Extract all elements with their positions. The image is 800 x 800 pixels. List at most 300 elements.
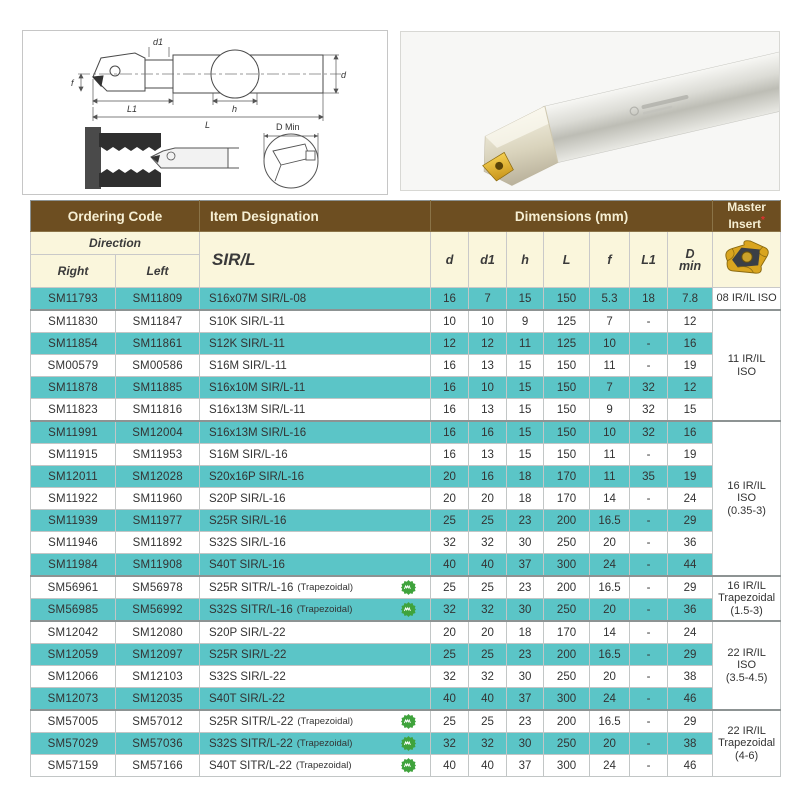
dimension-cell: 16 [431, 399, 469, 422]
dimension-cell: 20 [431, 488, 469, 510]
dim-header-L1: L1 [630, 232, 668, 288]
dimension-cell: 25 [469, 710, 507, 733]
dimension-cell: 20 [469, 488, 507, 510]
item-designation-cell [200, 288, 431, 311]
ordering-code-left-cell: SM12103 [116, 666, 200, 688]
dimension-cell: 250 [544, 599, 590, 622]
dimension-cell: - [630, 710, 668, 733]
dimension-cell: 25 [469, 510, 507, 532]
dimension-cell: 25 [431, 510, 469, 532]
designation-text: S25R SIR/L-22 [209, 648, 287, 661]
dimension-cell: 5.3 [590, 288, 630, 311]
dimension-cell: 200 [544, 510, 590, 532]
dimension-cell: 40 [431, 554, 469, 577]
dimension-cell: 24 [590, 554, 630, 577]
ordering-code-left-cell: SM11977 [116, 510, 200, 532]
table-row [31, 377, 781, 399]
ordering-code-left-cell: SM12097 [116, 644, 200, 666]
table-row [31, 399, 781, 422]
dim-header-L: L [544, 232, 590, 288]
table-row [31, 621, 781, 644]
dimension-cell: 300 [544, 688, 590, 711]
dimension-cell: 46 [668, 755, 713, 777]
dimension-cell: 18 [507, 621, 544, 644]
dimension-cell: 300 [544, 755, 590, 777]
dimension-cell: 200 [544, 644, 590, 666]
master-insert-header: Master Insert* [713, 201, 781, 232]
ordering-code-header: Ordering Code [31, 201, 200, 232]
dimension-cell: - [630, 355, 668, 377]
asterisk: * [761, 215, 765, 226]
dimension-cell: 10 [590, 333, 630, 355]
dimension-cell: 16 [431, 377, 469, 399]
master-insert-group-cell: 22 IR/IL Trapezoidal (4-6) [713, 710, 781, 777]
dimension-cell: 12 [431, 333, 469, 355]
table-row [31, 333, 781, 355]
dimension-cell: 46 [668, 688, 713, 711]
dimension-cell: 9 [507, 310, 544, 333]
dimension-cell: 24 [590, 688, 630, 711]
dim-header-dmin: D min [668, 232, 713, 288]
dimension-cell: 7.8 [668, 288, 713, 311]
ordering-code-right-cell: SM11915 [31, 444, 116, 466]
dimension-cell: - [630, 644, 668, 666]
designation-suffix: (Trapezoidal) [297, 716, 354, 727]
dimension-cell: 150 [544, 399, 590, 422]
ordering-code-left-cell: SM12028 [116, 466, 200, 488]
item-designation-cell [200, 377, 431, 399]
technical-drawing-panel [22, 30, 388, 195]
dimension-cell: - [630, 333, 668, 355]
dimension-cell: 170 [544, 621, 590, 644]
dimension-cell: - [630, 532, 668, 554]
dimension-cell: 250 [544, 532, 590, 554]
designation-text: S40T SIR/L-22 [209, 692, 285, 705]
dim-label-dmin: D Min [276, 122, 300, 132]
item-designation-cell [200, 310, 431, 333]
dimension-cell: 20 [590, 666, 630, 688]
dimension-cell: - [630, 733, 668, 755]
dimension-cell: - [630, 576, 668, 599]
dimension-cell: 20 [431, 466, 469, 488]
designation-text: S20P SIR/L-16 [209, 492, 286, 505]
ordering-code-left-cell: SM11908 [116, 554, 200, 577]
dimension-cell: 25 [469, 644, 507, 666]
direction-header: Direction [31, 232, 200, 255]
dim-header-f: f [590, 232, 630, 288]
dim-label-L1: L1 [127, 104, 138, 114]
dimension-cell: 7 [469, 288, 507, 311]
dimension-cell: 23 [507, 576, 544, 599]
table-row [31, 421, 781, 444]
dimension-cell: 16 [431, 288, 469, 311]
dimension-cell: 16.5 [590, 644, 630, 666]
designation-suffix: (Trapezoidal) [295, 760, 352, 771]
dimension-cell: 20 [431, 621, 469, 644]
dimension-cell: 16.5 [590, 710, 630, 733]
ordering-code-right-cell: SM12042 [31, 621, 116, 644]
dimension-cell: 20 [590, 532, 630, 554]
dimension-cell: 20 [469, 621, 507, 644]
new-badge-icon [401, 714, 416, 729]
item-designation-cell [200, 399, 431, 422]
master-insert-group-cell: 11 IR/IL ISO [713, 310, 781, 421]
dimension-cell: 25 [431, 576, 469, 599]
item-designation-cell [200, 444, 431, 466]
table-row [31, 355, 781, 377]
dimension-cell: 25 [469, 576, 507, 599]
right-column-header: Right [31, 255, 116, 288]
ordering-code-right-cell: SM11922 [31, 488, 116, 510]
ordering-code-right-cell: SM57159 [31, 755, 116, 777]
item-designation-cell [200, 510, 431, 532]
dimension-cell: 16 [668, 333, 713, 355]
dimension-cell: 16.5 [590, 576, 630, 599]
item-designation-cell [200, 554, 431, 577]
product-table-wrap [30, 200, 780, 777]
dimension-cell: 15 [668, 399, 713, 422]
dimension-cell: 36 [668, 599, 713, 622]
dimension-cell: 16 [469, 466, 507, 488]
dimension-cell: 29 [668, 644, 713, 666]
dimension-cell: - [630, 621, 668, 644]
master-insert-group-cell: 22 IR/IL ISO (3.5-4.5) [713, 621, 781, 710]
dimension-cell: 16 [431, 421, 469, 444]
dimension-cell: - [630, 688, 668, 711]
table-row [31, 554, 781, 577]
table-row [31, 532, 781, 554]
insert-thumbnail-icon [719, 237, 775, 277]
dimension-cell: 32 [630, 421, 668, 444]
dimension-cell: 23 [507, 644, 544, 666]
dimension-cell: 23 [507, 510, 544, 532]
dimension-cell: 40 [469, 755, 507, 777]
new-badge-icon [401, 580, 416, 595]
dimension-cell: 18 [507, 488, 544, 510]
item-designation-cell [200, 355, 431, 377]
ordering-code-left-cell: SM12080 [116, 621, 200, 644]
ordering-code-left-cell: SM56992 [116, 599, 200, 622]
dimension-cell: 32 [630, 399, 668, 422]
item-designation-cell [200, 576, 431, 599]
dimension-cell: 16 [668, 421, 713, 444]
item-designation-cell [200, 532, 431, 554]
dimension-cell: 150 [544, 444, 590, 466]
ordering-code-right-cell: SM00579 [31, 355, 116, 377]
table-subheader-row1 [31, 232, 781, 255]
table-row [31, 688, 781, 711]
dimension-cell: 200 [544, 576, 590, 599]
dimension-cell: 25 [431, 710, 469, 733]
table-row [31, 733, 781, 755]
dimension-cell: 9 [590, 399, 630, 422]
ordering-code-left-cell: SM56978 [116, 576, 200, 599]
designation-text: S16x07M SIR/L-08 [209, 292, 307, 305]
ordering-code-left-cell: SM12035 [116, 688, 200, 711]
dimension-cell: 12 [668, 377, 713, 399]
master-insert-photo [713, 232, 781, 288]
designation-text: S16x10M SIR/L-11 [209, 381, 306, 394]
item-designation-cell [200, 688, 431, 711]
ordering-code-right-cell: SM11823 [31, 399, 116, 422]
dimension-cell: 16 [431, 444, 469, 466]
technical-drawing [23, 31, 387, 194]
bore-cross-section [85, 127, 239, 189]
dimension-cell: 19 [668, 444, 713, 466]
dimension-cell: 24 [590, 755, 630, 777]
dimension-cell: - [630, 599, 668, 622]
dim-header-h: h [507, 232, 544, 288]
dimension-cell: 30 [507, 733, 544, 755]
ordering-code-left-cell: SM57012 [116, 710, 200, 733]
dim-label-f: f [71, 78, 74, 88]
ordering-code-right-cell: SM11984 [31, 554, 116, 577]
table-row [31, 576, 781, 599]
item-designation-cell [200, 621, 431, 644]
dimension-cell: 11 [590, 466, 630, 488]
dimension-cell: 10 [431, 310, 469, 333]
dimension-cell: - [630, 444, 668, 466]
dimension-cell: 250 [544, 666, 590, 688]
dimension-cell: 16.5 [590, 510, 630, 532]
ordering-code-right-cell: SM11830 [31, 310, 116, 333]
dimension-cell: 13 [469, 399, 507, 422]
item-designation-header: Item Designation [200, 201, 431, 232]
item-designation-cell [200, 666, 431, 688]
designation-suffix: (Trapezoidal) [296, 738, 353, 749]
table-header-row [31, 201, 781, 232]
designation-suffix: (Trapezoidal) [296, 604, 353, 615]
ordering-code-left-cell: SM57166 [116, 755, 200, 777]
ordering-code-left-cell: SM11892 [116, 532, 200, 554]
product-table [30, 200, 781, 777]
new-badge-icon [401, 758, 416, 773]
dimension-cell: 18 [630, 288, 668, 311]
dimension-cell: 35 [630, 466, 668, 488]
dimension-cell: 12 [668, 310, 713, 333]
designation-text: S40T SITR/L-22 [209, 759, 292, 772]
dim-label-d: d [341, 70, 347, 80]
dimension-cell: 16 [431, 355, 469, 377]
designation-text: S25R SITR/L-22 [209, 715, 294, 728]
designation-text: S16M SIR/L-11 [209, 359, 287, 372]
dimension-cell: 7 [590, 310, 630, 333]
dmin-view [264, 133, 318, 188]
ordering-code-left-cell: SM11960 [116, 488, 200, 510]
dimension-cell: 15 [507, 355, 544, 377]
dimension-cell: 29 [668, 510, 713, 532]
dimension-cell: 40 [469, 554, 507, 577]
ordering-code-left-cell: SM11953 [116, 444, 200, 466]
dimension-cell: 32 [431, 733, 469, 755]
dimension-cell: 15 [507, 421, 544, 444]
dimension-cell: 30 [507, 599, 544, 622]
ordering-code-right-cell: SM57029 [31, 733, 116, 755]
dimension-cell: - [630, 310, 668, 333]
dimension-cell: 170 [544, 488, 590, 510]
left-column-header: Left [116, 255, 200, 288]
dimension-cell: - [630, 510, 668, 532]
series-label: SIR/L [200, 232, 431, 288]
dimension-cell: 20 [590, 733, 630, 755]
dimension-cell: 12 [469, 333, 507, 355]
dimension-cell: 40 [469, 688, 507, 711]
dimensions-header: Dimensions (mm) [431, 201, 713, 232]
table-row [31, 444, 781, 466]
item-designation-cell [200, 488, 431, 510]
dimension-cell: 20 [590, 599, 630, 622]
dimension-cell: 37 [507, 755, 544, 777]
designation-text: S25R SITR/L-16 [209, 581, 294, 594]
dimension-cell: 10 [590, 421, 630, 444]
dimension-cell: 19 [668, 466, 713, 488]
ordering-code-right-cell: SM12011 [31, 466, 116, 488]
ordering-code-left-cell: SM11861 [116, 333, 200, 355]
ordering-code-right-cell: SM11939 [31, 510, 116, 532]
dimension-cell: 44 [668, 554, 713, 577]
item-designation-cell [200, 710, 431, 733]
dim-label-L: L [205, 120, 211, 130]
ordering-code-left-cell: SM57036 [116, 733, 200, 755]
table-row [31, 599, 781, 622]
dimension-cell: - [630, 666, 668, 688]
dimension-cell: 38 [668, 666, 713, 688]
new-badge-icon [401, 602, 416, 617]
ordering-code-left-cell: SM11816 [116, 399, 200, 422]
product-photo [401, 32, 779, 190]
ordering-code-right-cell: SM12059 [31, 644, 116, 666]
item-designation-cell [200, 466, 431, 488]
master-insert-group-cell: 16 IR/IL Trapezoidal (1.5-3) [713, 576, 781, 621]
designation-text: S32S SIR/L-22 [209, 670, 286, 683]
ordering-code-left-cell: SM11885 [116, 377, 200, 399]
dimension-cell: - [630, 488, 668, 510]
dimension-cell: 13 [469, 355, 507, 377]
dimension-cell: 40 [431, 688, 469, 711]
item-designation-cell [200, 733, 431, 755]
dimension-cell: 19 [668, 355, 713, 377]
dimension-cell: 30 [507, 532, 544, 554]
dimension-cell: 24 [668, 621, 713, 644]
designation-text: S10K SIR/L-11 [209, 315, 285, 328]
dimension-cell: 150 [544, 377, 590, 399]
ordering-code-right-cell: SM11878 [31, 377, 116, 399]
item-designation-cell [200, 421, 431, 444]
dimension-cell: 125 [544, 333, 590, 355]
ordering-code-right-cell: SM12066 [31, 666, 116, 688]
ordering-code-left-cell: SM11847 [116, 310, 200, 333]
dimension-cell: 300 [544, 554, 590, 577]
dimension-cell: 18 [507, 466, 544, 488]
dimension-cell: 37 [507, 554, 544, 577]
table-row [31, 710, 781, 733]
dimension-cell: 36 [668, 532, 713, 554]
dimension-cell: 32 [469, 666, 507, 688]
table-row [31, 310, 781, 333]
dimension-cell: 40 [431, 755, 469, 777]
dimension-cell: 170 [544, 466, 590, 488]
dim-label-d1: d1 [153, 37, 164, 47]
ordering-code-left-cell: SM11809 [116, 288, 200, 311]
table-row [31, 488, 781, 510]
designation-text: S32S SIR/L-16 [209, 536, 286, 549]
dimension-cell: 32 [469, 733, 507, 755]
ordering-code-right-cell: SM11854 [31, 333, 116, 355]
designation-text: S16x13M SIR/L-16 [209, 426, 307, 439]
dimension-cell: 10 [469, 310, 507, 333]
dimension-cell: 23 [507, 710, 544, 733]
dimension-cell: 32 [431, 666, 469, 688]
dimension-cell: 38 [668, 733, 713, 755]
dimension-cell: 32 [431, 532, 469, 554]
dimension-cell: 13 [469, 444, 507, 466]
item-designation-cell [200, 599, 431, 622]
ordering-code-right-cell: SM11793 [31, 288, 116, 311]
dimension-cell: 37 [507, 688, 544, 711]
dimension-cell: 150 [544, 421, 590, 444]
ordering-code-right-cell: SM11991 [31, 421, 116, 444]
dimension-cell: 10 [469, 377, 507, 399]
designation-text: S40T SIR/L-16 [209, 558, 285, 571]
dimension-cell: 25 [431, 644, 469, 666]
dim-label-h: h [232, 104, 238, 114]
designation-text: S16x13M SIR/L-11 [209, 403, 306, 416]
dimension-cell: 250 [544, 733, 590, 755]
ordering-code-left-cell: SM00586 [116, 355, 200, 377]
dimension-cell: 14 [590, 488, 630, 510]
designation-text: S20P SIR/L-22 [209, 626, 286, 639]
dimension-cell: 32 [469, 532, 507, 554]
dimension-cell: - [630, 554, 668, 577]
new-badge-icon [401, 736, 416, 751]
dimension-cell: 29 [668, 576, 713, 599]
dimension-cell: 150 [544, 288, 590, 311]
designation-text: S20x16P SIR/L-16 [209, 470, 305, 483]
dimension-cell: 200 [544, 710, 590, 733]
ordering-code-right-cell: SM11946 [31, 532, 116, 554]
designation-text: S32S SITR/L-16 [209, 603, 293, 616]
dimension-cell: 7 [590, 377, 630, 399]
dimension-cell: 32 [431, 599, 469, 622]
ordering-code-right-cell: SM56985 [31, 599, 116, 622]
table-row [31, 666, 781, 688]
dimension-cell: 150 [544, 355, 590, 377]
master-insert-group-cell: 08 IR/IL ISO [713, 288, 781, 311]
designation-suffix: (Trapezoidal) [297, 582, 354, 593]
designation-text: S25R SIR/L-16 [209, 514, 287, 527]
dimension-cell: 24 [668, 488, 713, 510]
table-row [31, 755, 781, 777]
item-designation-cell [200, 755, 431, 777]
dimension-cell: 30 [507, 666, 544, 688]
item-designation-cell [200, 333, 431, 355]
ordering-code-right-cell: SM12073 [31, 688, 116, 711]
dim-header-d1: d1 [469, 232, 507, 288]
table-row [31, 510, 781, 532]
dimension-cell: 125 [544, 310, 590, 333]
dimension-cell: 32 [469, 599, 507, 622]
ordering-code-left-cell: SM12004 [116, 421, 200, 444]
dimension-cell: - [630, 755, 668, 777]
dimension-cell: 11 [590, 444, 630, 466]
product-photo-panel [400, 31, 780, 191]
ordering-code-right-cell: SM57005 [31, 710, 116, 733]
dimension-cell: 14 [590, 621, 630, 644]
designation-text: S32S SITR/L-22 [209, 737, 293, 750]
dim-header-d: d [431, 232, 469, 288]
ordering-code-right-cell: SM56961 [31, 576, 116, 599]
dimension-cell: 15 [507, 288, 544, 311]
